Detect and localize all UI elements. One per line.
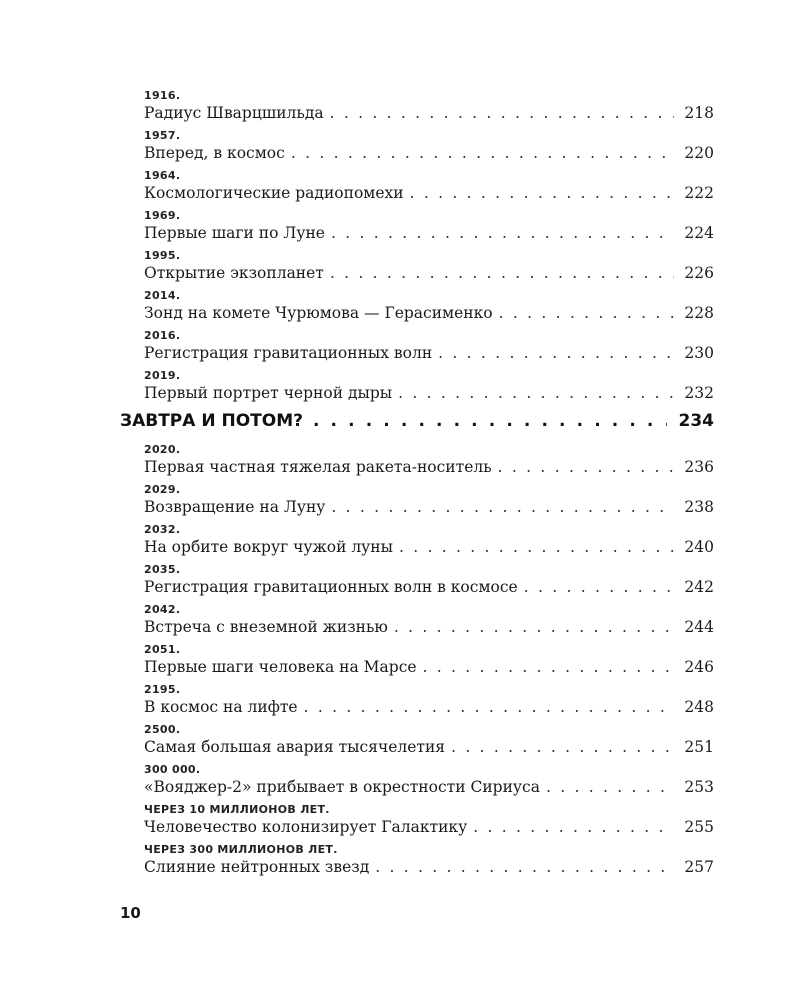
entry-title: «Вояджер-2» прибывает в окрестности Сириуса [144,778,540,796]
entry-line [144,857,714,877]
entry-title: Слияние нейтронных звезд [144,858,370,876]
dot-leader [331,497,674,517]
entry-line [144,657,714,677]
entry-page: 248 [684,698,714,716]
toc-entry [144,289,714,323]
toc-entry [144,843,714,877]
dot-leader [410,183,675,203]
entries-group-past [120,89,714,403]
toc-entry [144,169,714,203]
entry-line [144,577,714,597]
entry-year: ЧЕРЕЗ 300 МИЛЛИОНОВ ЛЕТ. [144,843,338,856]
entry-page: 232 [684,384,714,402]
entry-title: Человечество колонизирует Галактику [144,818,468,836]
dot-leader [473,817,674,837]
entry-line [144,457,714,477]
entry-title: В космос на лифте [144,698,298,716]
entries-group-future [120,443,714,877]
dot-leader [330,263,675,283]
entry-page: 238 [684,498,714,516]
entry-page: 220 [684,144,714,162]
toc-entry [144,763,714,797]
entry-title: Регистрация гравитационных волн [144,344,433,362]
table-of-contents [120,89,714,883]
entry-line [144,303,714,323]
entry-line [144,223,714,243]
entry-line [144,263,714,283]
entry-year: 1995. [144,249,181,262]
entry-year: 2020. [144,443,181,456]
dot-leader [330,103,675,123]
toc-entry [144,209,714,243]
toc-entry [144,563,714,597]
dot-leader [304,697,675,717]
entry-title: Вперед, в космос [144,144,285,162]
dot-leader [524,577,675,597]
entry-page: 236 [684,458,714,476]
entry-title: Первые шаги по Луне [144,224,325,242]
entry-year: 2042. [144,603,181,616]
section-heading [120,409,714,433]
dot-leader [331,223,674,243]
entry-line [144,497,714,517]
entry-page: 242 [684,578,714,596]
entry-page: 230 [684,344,714,362]
entry-year: 2016. [144,329,181,342]
toc-entry [144,443,714,477]
entry-line [144,737,714,757]
entry-page: 251 [684,738,714,756]
entry-page: 244 [684,618,714,636]
dot-leader [546,777,674,797]
toc-entry [144,603,714,637]
entry-year: ЧЕРЕЗ 10 МИЛЛИОНОВ ЛЕТ. [144,803,330,816]
entry-title: Зонд на комете Чурюмова — Герасименко [144,304,493,322]
dot-leader [451,737,674,757]
entry-title: Первые шаги человека на Марсе [144,658,417,676]
toc-entry [144,643,714,677]
toc-entry [144,249,714,283]
section-page: 234 [678,411,714,431]
entry-line [144,343,714,363]
entry-page: 257 [684,858,714,876]
entry-line [144,537,714,557]
toc-entry [144,803,714,837]
entry-line [144,143,714,163]
toc-entry [144,483,714,517]
entry-title: Регистрация гравитационных волн в космосе [144,578,518,596]
dot-leader [499,303,675,323]
entry-year: 2014. [144,289,181,302]
entry-page: 255 [684,818,714,836]
entry-year: 1916. [144,89,181,102]
entry-page: 222 [684,184,714,202]
entry-title: Открытие экзопланет [144,264,324,282]
entry-year: 2051. [144,643,181,656]
entry-year: 2029. [144,483,181,496]
entry-line [144,103,714,123]
toc-entry [144,369,714,403]
toc-entry [144,329,714,363]
entry-year: 1957. [144,129,181,142]
entry-page: 218 [684,104,714,122]
entry-year: 2032. [144,523,181,536]
entry-line [144,697,714,717]
entry-title: Самая большая авария тысячелетия [144,738,446,756]
dot-leader [498,457,675,477]
entry-year: 300 000. [144,763,201,776]
dot-leader [394,617,675,637]
section-title: ЗАВТРА И ПОТОМ? [120,411,303,431]
entry-title: Радиус Шварцшильда [144,104,324,122]
dot-leader [423,657,675,677]
entry-line [144,183,714,203]
dot-leader [399,537,674,557]
entry-page: 246 [684,658,714,676]
entry-year: 2500. [144,723,181,736]
dot-leader [313,409,667,433]
entry-line [144,777,714,797]
entry-title: Встреча с внеземной жизнью [144,618,388,636]
entry-page: 226 [684,264,714,282]
page-number: 10 [120,904,141,922]
entry-title: Первая частная тяжелая ракета-носитель [144,458,492,476]
dot-leader [375,857,674,877]
toc-entry [144,523,714,557]
dot-leader [291,143,675,163]
entry-year: 2019. [144,369,181,382]
entry-title: На орбите вокруг чужой луны [144,538,393,556]
dot-leader [398,383,674,403]
entry-year: 2035. [144,563,181,576]
entry-page: 253 [684,778,714,796]
entry-line [144,817,714,837]
entry-line [144,383,714,403]
entry-page: 228 [684,304,714,322]
dot-leader [438,343,674,363]
entry-year: 1969. [144,209,181,222]
entry-page: 240 [684,538,714,556]
entry-page: 224 [684,224,714,242]
toc-entry [144,129,714,163]
entry-year: 1964. [144,169,181,182]
toc-entry [144,683,714,717]
entry-title: Возвращение на Луну [144,498,326,516]
entry-year: 2195. [144,683,181,696]
toc-entry [144,723,714,757]
entry-title: Первый портрет черной дыры [144,384,393,402]
toc-entry [144,89,714,123]
entry-title: Космологические радиопомехи [144,184,404,202]
entry-line [144,617,714,637]
